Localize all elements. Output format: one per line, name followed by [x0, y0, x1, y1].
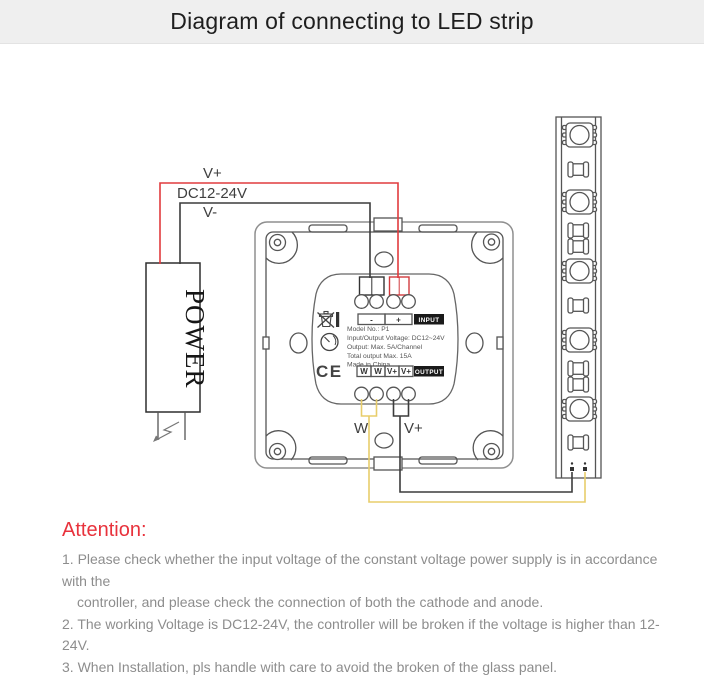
- output-terminal-label-vplus1: V+: [387, 367, 397, 376]
- resistor: [568, 361, 589, 376]
- spec-output: Output: Max. 5A/Channel: [347, 344, 423, 351]
- led-chip: [563, 123, 597, 147]
- lightning-arrowhead-icon: [153, 436, 160, 443]
- output-terminal: [370, 387, 384, 401]
- input-label: INPUT: [419, 317, 440, 324]
- controller-panel: [255, 218, 513, 470]
- attention-note-3: 3. When Installation, pls handle with care to avoid the broken of the glass panel.: [62, 657, 674, 678]
- resistor: [568, 298, 589, 313]
- corner-screw: [270, 444, 286, 460]
- resistor: [568, 162, 589, 177]
- output-terminal: [355, 387, 369, 401]
- label-dc-voltage: DC12-24V: [177, 185, 247, 202]
- attention-note-1: 1. Please check whether the input voltage of the constant voltage power supply is in accordance with the: [62, 549, 674, 592]
- led-strip: [556, 117, 601, 478]
- side-clip: [497, 337, 503, 349]
- attention-section: [62, 519, 674, 678]
- output-terminal: [402, 387, 416, 401]
- power-supply-label: POWER: [180, 289, 210, 389]
- solder-pad-mark: [571, 462, 573, 464]
- label-v-plus-output: V+: [404, 420, 423, 437]
- led-chip: [563, 259, 597, 283]
- output-terminal-label-w1: W: [360, 367, 368, 376]
- corner-screw: [484, 234, 500, 250]
- led-chip: [563, 397, 597, 421]
- lightning-bolt-icon: [156, 422, 179, 440]
- corner-screw: [484, 444, 500, 460]
- solder-pad-w: [583, 467, 587, 471]
- power-supply: [146, 263, 210, 442]
- input-terminal: [370, 295, 384, 309]
- led-chip: [563, 328, 597, 352]
- output-label: OUTPUT: [415, 369, 443, 376]
- resistor: [568, 239, 589, 254]
- input-terminal: [402, 295, 416, 309]
- minus-label: -: [370, 315, 373, 324]
- output-terminal-label-w2: W: [374, 367, 382, 376]
- corner-screw: [270, 235, 286, 251]
- resistor: [568, 435, 589, 450]
- attention-note-2: 2. The working Voltage is DC12-24V, the controller will be broken if the voltage is higher than 12-24V.: [62, 614, 674, 657]
- attention-note-1-cont: controller, and please check the connection of both the cathode and anode.: [62, 592, 674, 614]
- solder-pad-mark: [584, 462, 586, 464]
- attention-heading: Attention:: [62, 519, 674, 542]
- resistor: [568, 223, 589, 238]
- label-w-output: W: [354, 420, 369, 437]
- input-terminal: [355, 295, 369, 309]
- ce-icon: CE: [316, 362, 343, 381]
- output-terminal: [387, 387, 401, 401]
- output-terminal-label-vplus2: V+: [401, 367, 411, 376]
- bottom-wire-channel: [374, 457, 402, 470]
- solder-pad-vplus: [570, 467, 574, 471]
- page-title: Diagram of connecting to LED strip: [170, 8, 533, 35]
- resistor: [568, 377, 589, 392]
- led-chip: [563, 190, 597, 214]
- spec-total: Total output Max. 15A: [347, 353, 412, 360]
- side-clip: [263, 337, 269, 349]
- input-terminal: [387, 295, 401, 309]
- label-v-plus: V+: [203, 165, 222, 182]
- spec-model: Model No.: P1: [347, 326, 390, 333]
- spec-origin: Made in China: [347, 362, 390, 369]
- plus-label: +: [396, 315, 401, 324]
- controller-module: [312, 274, 458, 404]
- spec-voltage: Input/Output Voltage: DC12~24V: [347, 335, 445, 342]
- label-v-minus: V-: [203, 204, 217, 221]
